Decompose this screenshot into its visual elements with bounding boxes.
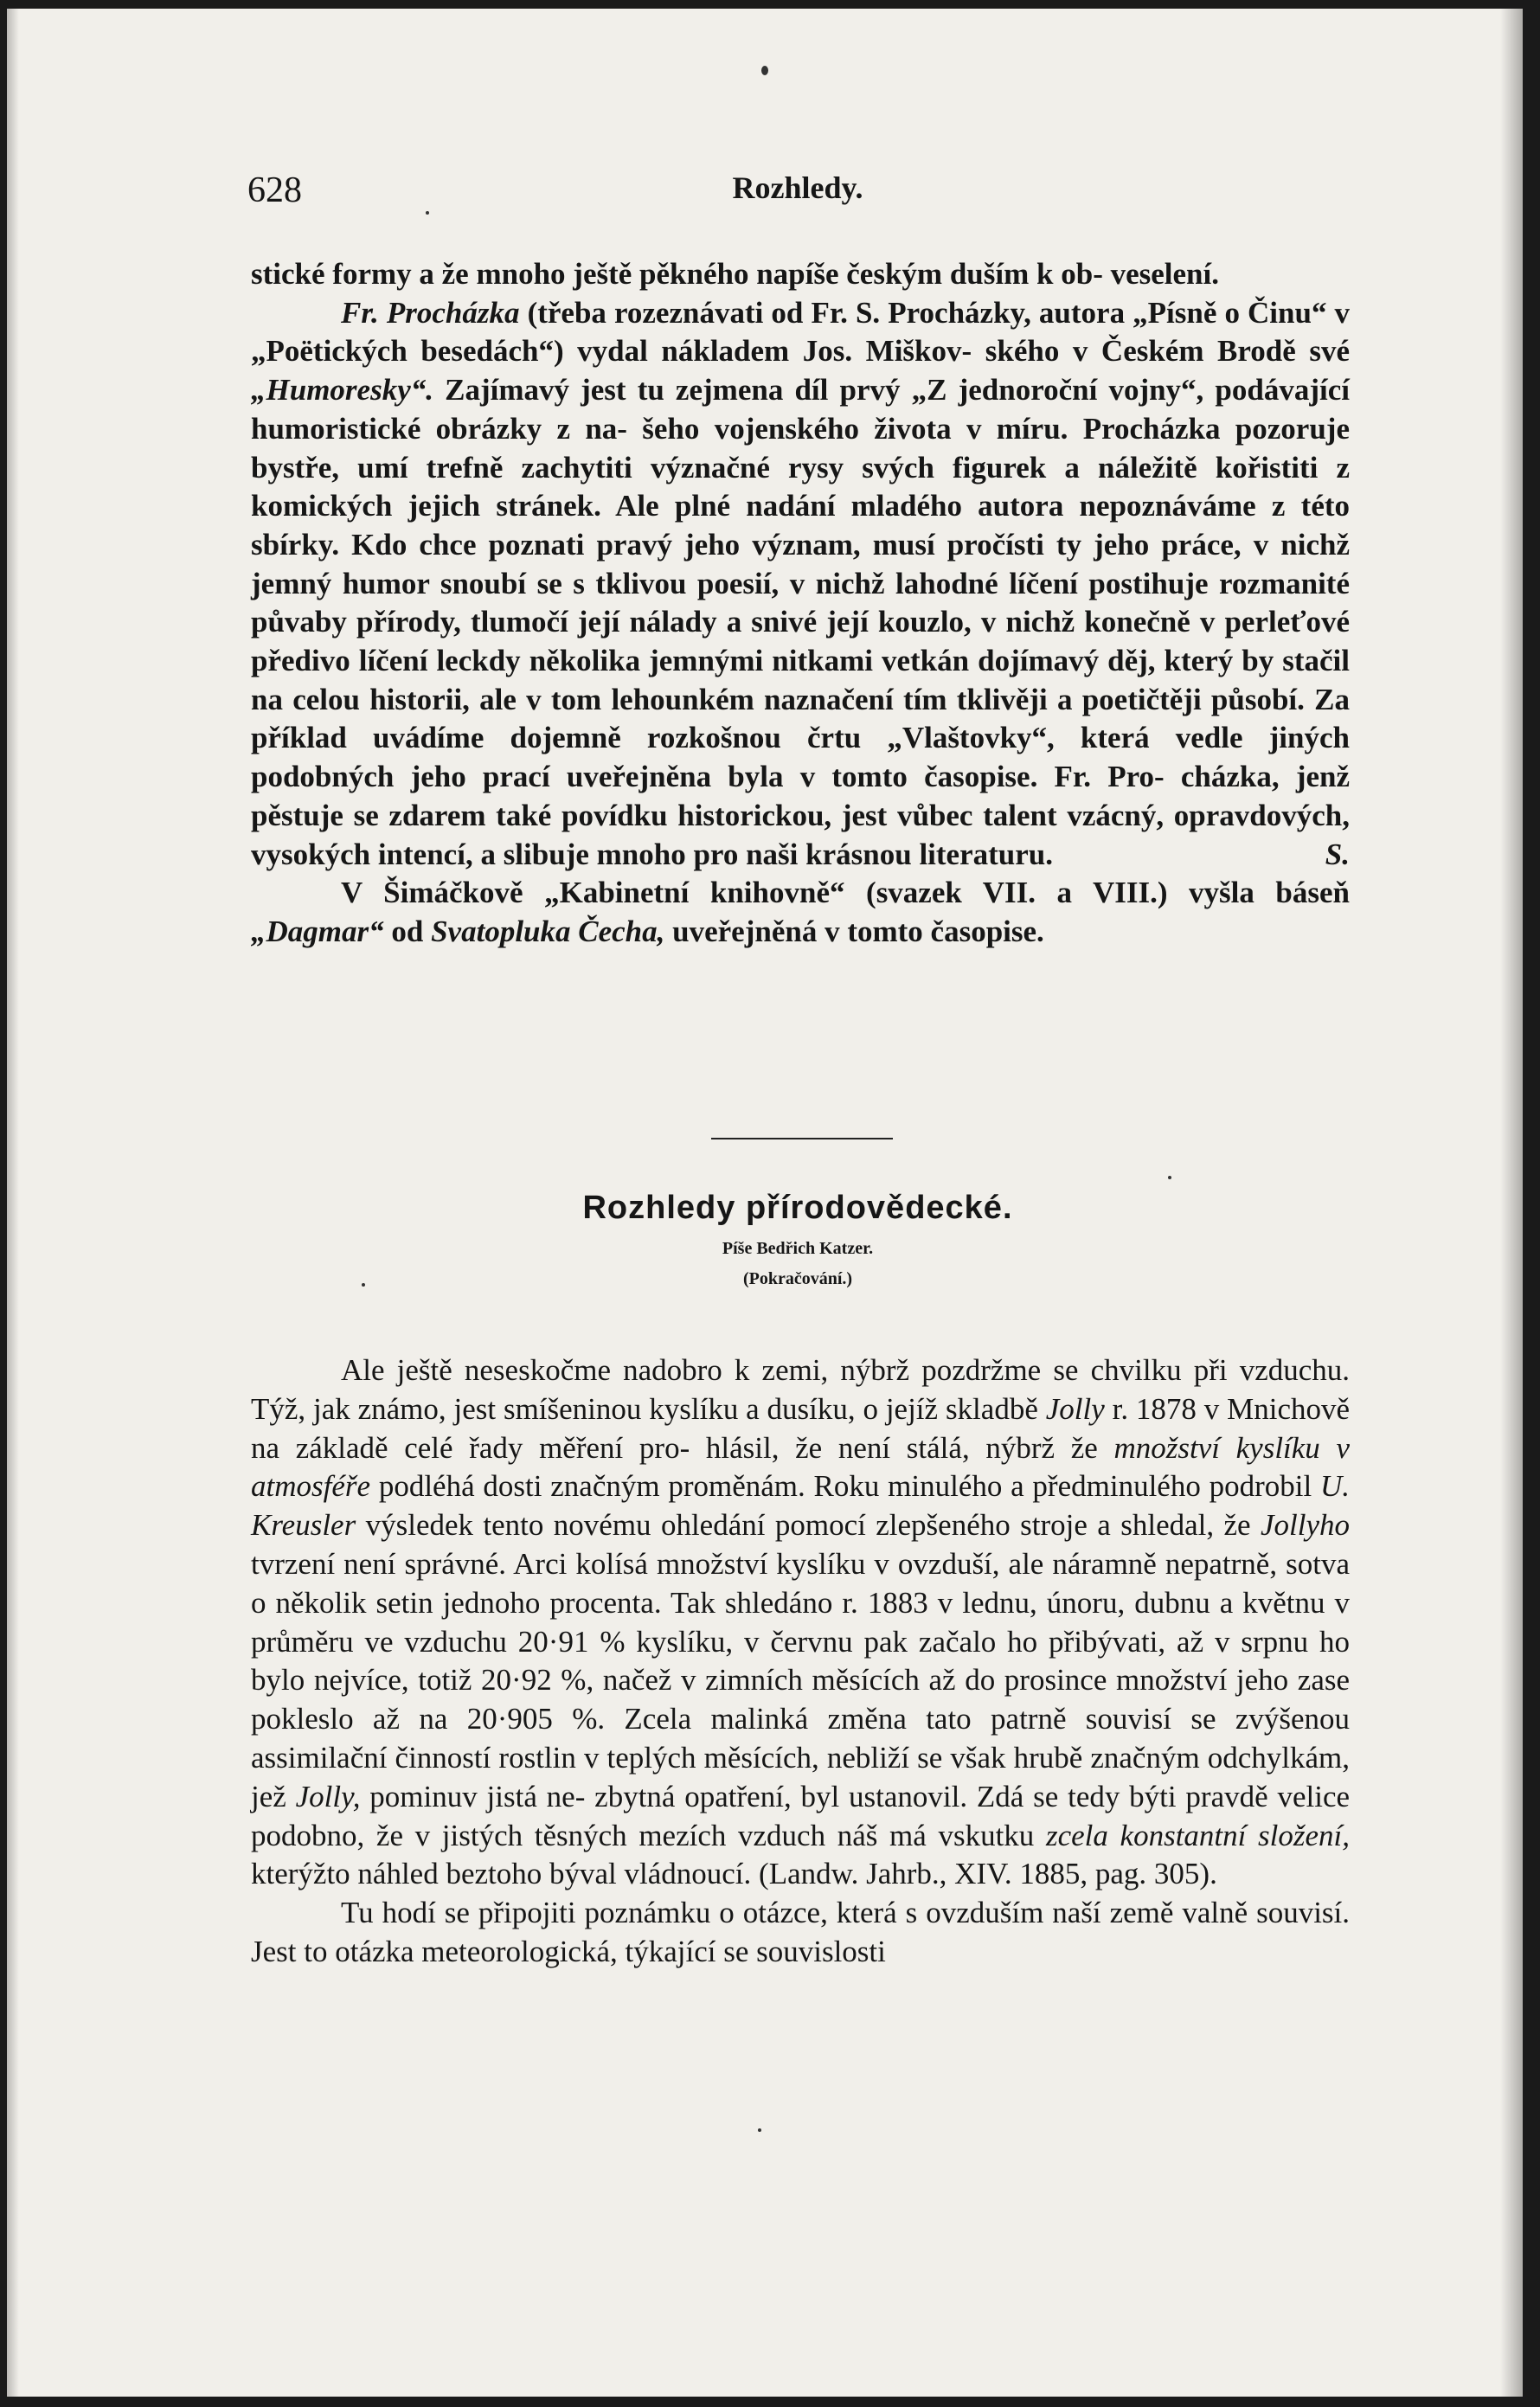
- text-line: tvrzení není správné. Arci kolísá množství kyslíku: [251, 1546, 866, 1581]
- text-line: Zajímavý jest tu zejmena: [445, 373, 784, 408]
- speck: [761, 66, 768, 75]
- text-line: krásnou literaturu.: [805, 837, 1054, 871]
- text-line: hlásil, že není stálá, nýbrž že: [705, 1430, 1098, 1465]
- text-line: výsledek tento novému ohledání pomocí zlepšeného stroje: [365, 1508, 1088, 1543]
- text-line: skladbě: [945, 1391, 1038, 1426]
- book-title: „Humoresky“.: [251, 373, 433, 408]
- text-line: díl prvý „Z jednoroční vojny“, podávající humoristické obrázky z na-: [251, 373, 1350, 446]
- author-name: Procházka: [386, 295, 520, 330]
- emphasis: složení,: [1258, 1818, 1351, 1852]
- text-line: vzduchu 20·91 % kyslíku, v červnu pak začalo ho přibývati, až v srpnu: [404, 1624, 1309, 1659]
- text-line: zbytná opatření, byl ustanovil. Zdá se tedy býti pravdě velice podobno,: [251, 1779, 1351, 1852]
- poet-name: Svatopluka Čecha,: [431, 914, 665, 948]
- paragraph: [251, 1894, 1350, 1972]
- section-heading: [241, 1190, 1355, 1289]
- author-initial: Fr.: [341, 295, 379, 330]
- text-line: její kouzlo, v nichž konečně v perleťové předivo líčení leckdy několika: [251, 605, 1351, 678]
- text-line: 1885, pag. 305).: [1019, 1857, 1217, 1891]
- text-line: nebliží se však hrubě značným odchylkám, jež: [251, 1740, 1351, 1813]
- text-line: veselení.: [1110, 257, 1219, 291]
- section-author: Píše Bedřich Katzer.: [722, 1239, 874, 1258]
- text-line: kterýžto náhled beztoho býval vládnoucí. (Landw. Jahrb., XIV.: [251, 1857, 1012, 1891]
- text-line: Tak shledáno r. 1883 v lednu, únoru, dubnu a květnu v průměru ve: [251, 1585, 1350, 1659]
- text-line: dosti značným proměnám. Roku minulého a předminulého podrobil: [483, 1469, 1312, 1504]
- text-line: talent vzácný, opravdových, vysokých intencí, a slibuje mnoho pro naši: [251, 798, 1351, 871]
- text-line: množství jeho zase pokleslo až na 20·905 %. Zcela malinká změna tato: [251, 1663, 1351, 1736]
- scientist-name: Jolly,: [295, 1779, 361, 1813]
- text-line: (třeba rozeznávati od Fr. S. Procházky, autora: [527, 295, 1126, 330]
- text-line: r. 1878 v Mnichově na základě celé řady měření pro-: [251, 1391, 1351, 1465]
- text-line: od: [391, 914, 424, 948]
- emphasis: zcela konstantní: [1045, 1818, 1247, 1852]
- scientist-name: Jollyho: [1261, 1508, 1351, 1543]
- text-line: „Písně o Činu“ v „Poëtických besedách“) vydal nákladem Jos. Miškov-: [251, 295, 1351, 369]
- text-line: v ovzduší, ale náramně nepatrně, sotva o několik setin jednoho procenta.: [251, 1546, 1350, 1620]
- text-line: práce, v nichž jemný humor snoubí se s tklivou poesií, v nichž lahodné: [251, 527, 1351, 600]
- section-title: Rozhledy přírodovědecké.: [582, 1190, 1013, 1226]
- text-line: a shledal, že: [1097, 1508, 1251, 1543]
- text-line: patrně souvisí se zvýšenou assimilační činností rostlin v teplých měsících,: [251, 1702, 1351, 1775]
- poem-title: „Dagmar“: [251, 914, 384, 948]
- text-line: zachytiti význačné rysy svých figurek a náležitě kořistiti z komických: [251, 450, 1350, 523]
- text-line: ho bylo nejvíce, totiž 20·92 %, načež v zimních měsících až do prosince: [251, 1624, 1350, 1698]
- text-line: při vzduchu. Týž, jak známo, jest smíšeninou kyslíku a dusíku, o jejíž: [251, 1353, 1351, 1426]
- text-line: že v jistých těsných mezích vzduch náš má vskutku: [375, 1818, 1035, 1852]
- text-line: líčení postihuje rozmanité půvaby přírody, tlumočí její nálady a snivé: [251, 566, 1350, 639]
- text-line: ského v Českém Brodě své: [985, 334, 1350, 369]
- review-text: [251, 255, 1350, 952]
- paragraph: [251, 294, 1350, 875]
- text-line: podléhá: [378, 1469, 475, 1504]
- paragraph: [251, 255, 1350, 294]
- running-title: Rozhledy.: [732, 170, 863, 205]
- page-number: 628: [247, 170, 302, 210]
- section-divider: [711, 1138, 893, 1139]
- text-line: stické formy a že mnoho ještě pěkného napíše českým duším k ob-: [251, 257, 1103, 291]
- emphasis: množství kyslíku v atmosféře: [251, 1430, 1351, 1504]
- text-line: V Šimáčkově „Kabinetní knihovně“ (svazek VII. a VIII.) vyšla: [341, 876, 1254, 910]
- text-line: pominuv jistá ne-: [369, 1779, 586, 1813]
- page-header: [241, 170, 1355, 213]
- text-line: sbírky. Kdo chce poznati pravý jeho význam, musí pročísti ty jeho: [251, 527, 1150, 562]
- science-text: [251, 1351, 1350, 1972]
- scientist-name: U. Kreusler: [251, 1469, 1351, 1543]
- text-line: cházka, jenž pěstuje se zdarem také povídku historickou, jest vůbec: [251, 760, 1351, 832]
- text-line: šeho vojenského života v míru. Procházka pozoruje bystře, umí trefně: [251, 411, 1350, 485]
- text-line: Tu hodí se připojiti poznámku o otázce, která s ovzduším naší: [341, 1896, 1101, 1930]
- text-line: báseň: [1275, 876, 1351, 910]
- text-line: země valně souvisí. Jest to otázka meteorologická, týkající se souvislosti: [251, 1896, 1351, 1968]
- paragraph: [251, 1351, 1350, 1894]
- text-line: jejich stránek. Ale plné nadání mladého autora nepoznáváme z této: [407, 489, 1351, 523]
- speck: [1168, 1176, 1171, 1179]
- text-line: příklad uvádíme dojemně rozkošnou črtu „Vlaštovky“, která vedle: [251, 721, 1243, 755]
- speck: [758, 2128, 761, 2132]
- text-line: uveřejněná v tomto časopise.: [672, 914, 1044, 948]
- scientist-name: Jolly: [1045, 1391, 1105, 1426]
- text-line: jiných podobných jeho prací uveřejněna byla v tomto časopise. Fr. Pro-: [251, 721, 1351, 794]
- page-left-shadow: [7, 9, 19, 2397]
- reviewer-signature: S.: [1325, 837, 1350, 871]
- section-note: (Pokračování.): [742, 1269, 853, 1288]
- page-right-shadow: [1500, 9, 1523, 2397]
- text-line: ale v tom lehounkém naznačení tím tklivěji a poetičtěji působí. Za: [479, 682, 1350, 716]
- paragraph: [251, 874, 1350, 951]
- text-line: Ale ještě neseskočme nadobro k zemi, nýbrž pozdržme se chvilku: [341, 1353, 1182, 1387]
- text-line: jemnými nitkami vetkán dojímavý děj, který by stačil na celou historii,: [251, 644, 1350, 716]
- book-page: [7, 9, 1523, 2397]
